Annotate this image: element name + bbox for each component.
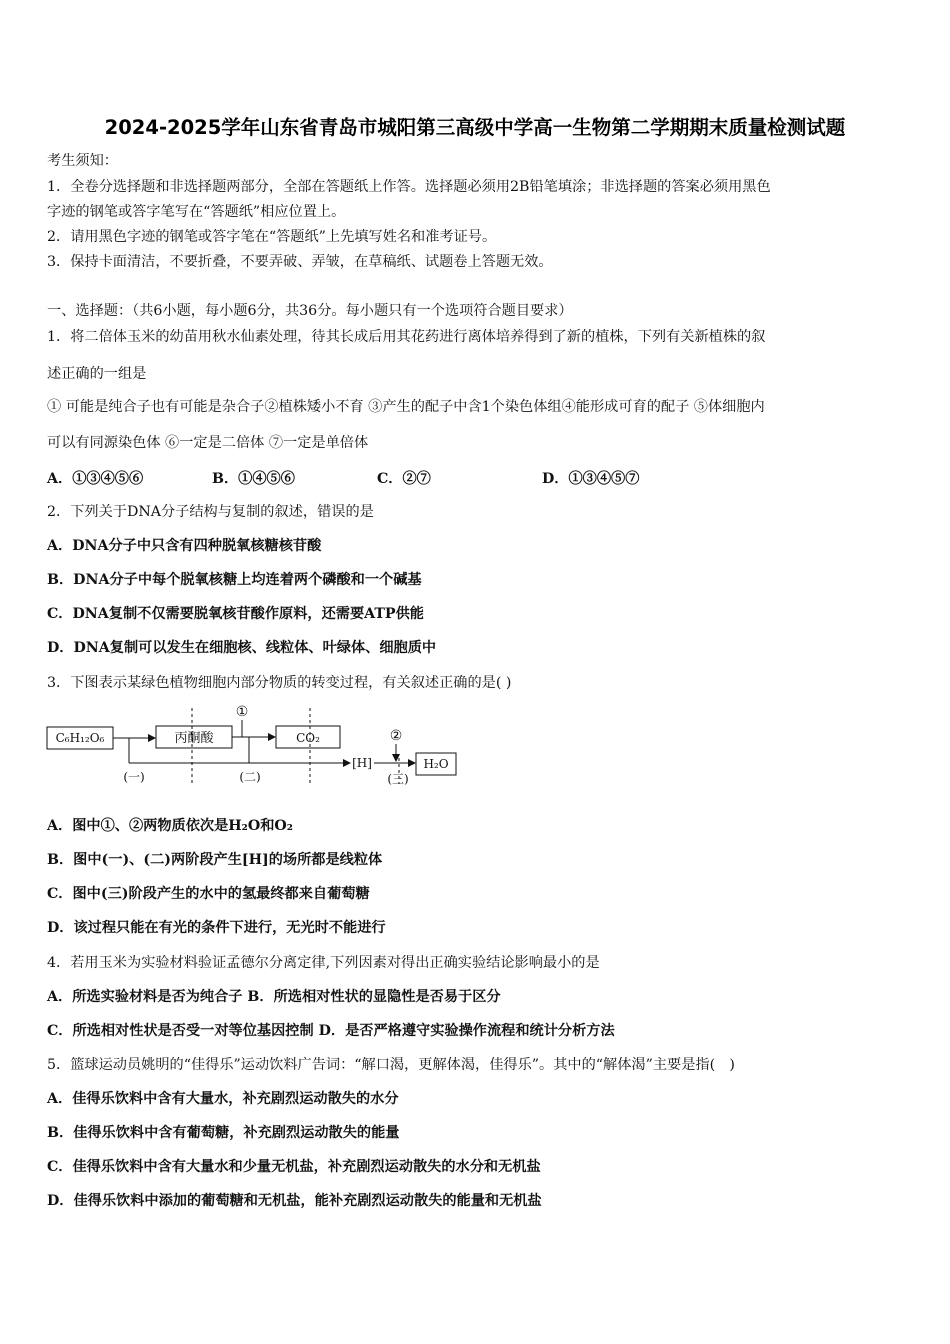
glucose-label: C₆H₁₂O₆ [55,731,105,745]
marker-1: ① [235,704,249,720]
q2-option-c: C．DNA复制不仅需要脱氧核苷酸作原料，还需要ATP供能 [47,606,424,622]
q1-stem-line4: 可以有同源染色体 ⑥一定是二倍体 ⑦一定是单倍体 [47,435,369,451]
q3-option-d: D．该过程只能在有光的条件下进行，无光时不能进行 [47,920,386,936]
q4-options-cd: C．所选相对性状是否受一对等位基因控制 D．是否严格遵守实验操作流程和统计分析方法 [47,1023,615,1039]
stage-2-label: (二) [239,770,261,784]
q1-stem-line3: ① 可能是纯合子也有可能是杂合子②植株矮小不育 ③产生的配子中含1个染色体组④能形成可育的配子 ⑤体细胞内 [47,399,765,415]
water-label: H₂O [423,757,449,771]
section-heading: 一、选择题：（共6小题，每小题6分，共36分。每小题只有一个选项符合题目要求） [47,303,573,319]
q1-option-b: B．①④⑤⑥ [212,471,295,487]
stage-3-label: (三) [387,772,409,786]
q1-option-c: C．②⑦ [377,471,431,487]
q1-option-a: A．①③④⑤⑥ [47,471,144,487]
q1-stem-line1: 1．将二倍体玉米的幼苗用秋水仙素处理，待其长成后用其花药进行离体培养得到了新的植株，下列有关新植株的叙 [47,329,766,345]
notice-item-1: 1．全卷分选择题和非选择题两部分，全部在答题纸上作答。选择题必须用2B铅笔填涂；非选择题的答案必须用黑色 [47,179,771,195]
q5-option-b: B．佳得乐饮料中含有葡萄糖，补充剧烈运动散失的能量 [47,1125,400,1141]
notice-heading: 考生须知： [47,153,118,169]
respiration-diagram [44,700,464,792]
q2-option-d: D．DNA复制可以发生在细胞核、线粒体、叶绿体、细胞质中 [47,640,437,656]
q5-option-c: C．佳得乐饮料中含有大量水和少量无机盐，补充剧烈运动散失的水分和无机盐 [47,1159,541,1175]
notice-item-2: 2．请用黑色字迹的钢笔或答字笔在“答题纸”上先填写姓名和准考证号。 [47,229,497,245]
pyruvate-label: 丙酮酸 [174,731,214,746]
q3-option-a: A．图中①、②两物质依次是H₂O和O₂ [47,818,293,834]
marker-2: ② [389,728,403,744]
q3-option-b: B．图中(一)、(二)两阶段产生[H]的场所都是线粒体 [47,852,383,868]
q3-stem: 3．下图表示某绿色植物细胞内部分物质的转变过程，有关叙述正确的是( ) [47,675,512,691]
q2-option-a: A．DNA分子中只含有四种脱氧核糖核苷酸 [47,538,322,554]
q1-stem-line2: 述正确的一组是 [47,366,147,382]
q1-option-d: D．①③④⑤⑦ [542,471,640,487]
q5-option-a: A．佳得乐饮料中含有大量水，补充剧烈运动散失的水分 [47,1091,399,1107]
notice-item-1-cont: 字迹的钢笔或答字笔写在“答题纸”相应位置上。 [47,204,346,220]
h-label: [H] [352,756,372,770]
notice-item-3: 3．保持卡面清洁，不要折叠，不要弄破、弄皱，在草稿纸、试题卷上答题无效。 [47,254,553,270]
q4-options-ab: A．所选实验材料是否为纯合子 B．所选相对性状的显隐性是否易于区分 [47,989,501,1005]
page-title: 2024-2025学年山东省青岛市城阳第三高级中学高一生物第二学期期末质量检测试题 [104,116,846,139]
q4-stem: 4．若用玉米为实验材料验证孟德尔分离定律,下列因素对得出正确实验结论影响最小的是 [47,955,600,971]
q5-stem: 5．篮球运动员姚明的“佳得乐”运动饮料广告词：“解口渴，更解体渴，佳得乐”。其中的“解体渴”主要是指( ) [47,1057,735,1073]
q2-stem: 2．下列关于DNA分子结构与复制的叙述，错误的是 [47,504,374,520]
co2-label: CO₂ [296,731,320,745]
q5-option-d: D．佳得乐饮料中添加的葡萄糖和无机盐，能补充剧烈运动散失的能量和无机盐 [47,1193,542,1209]
stage-1-label: (一) [123,770,145,784]
q3-option-c: C．图中(三)阶段产生的水中的氢最终都来自葡萄糖 [47,886,370,902]
q2-option-b: B．DNA分子中每个脱氧核糖上均连着两个磷酸和一个碱基 [47,572,422,588]
